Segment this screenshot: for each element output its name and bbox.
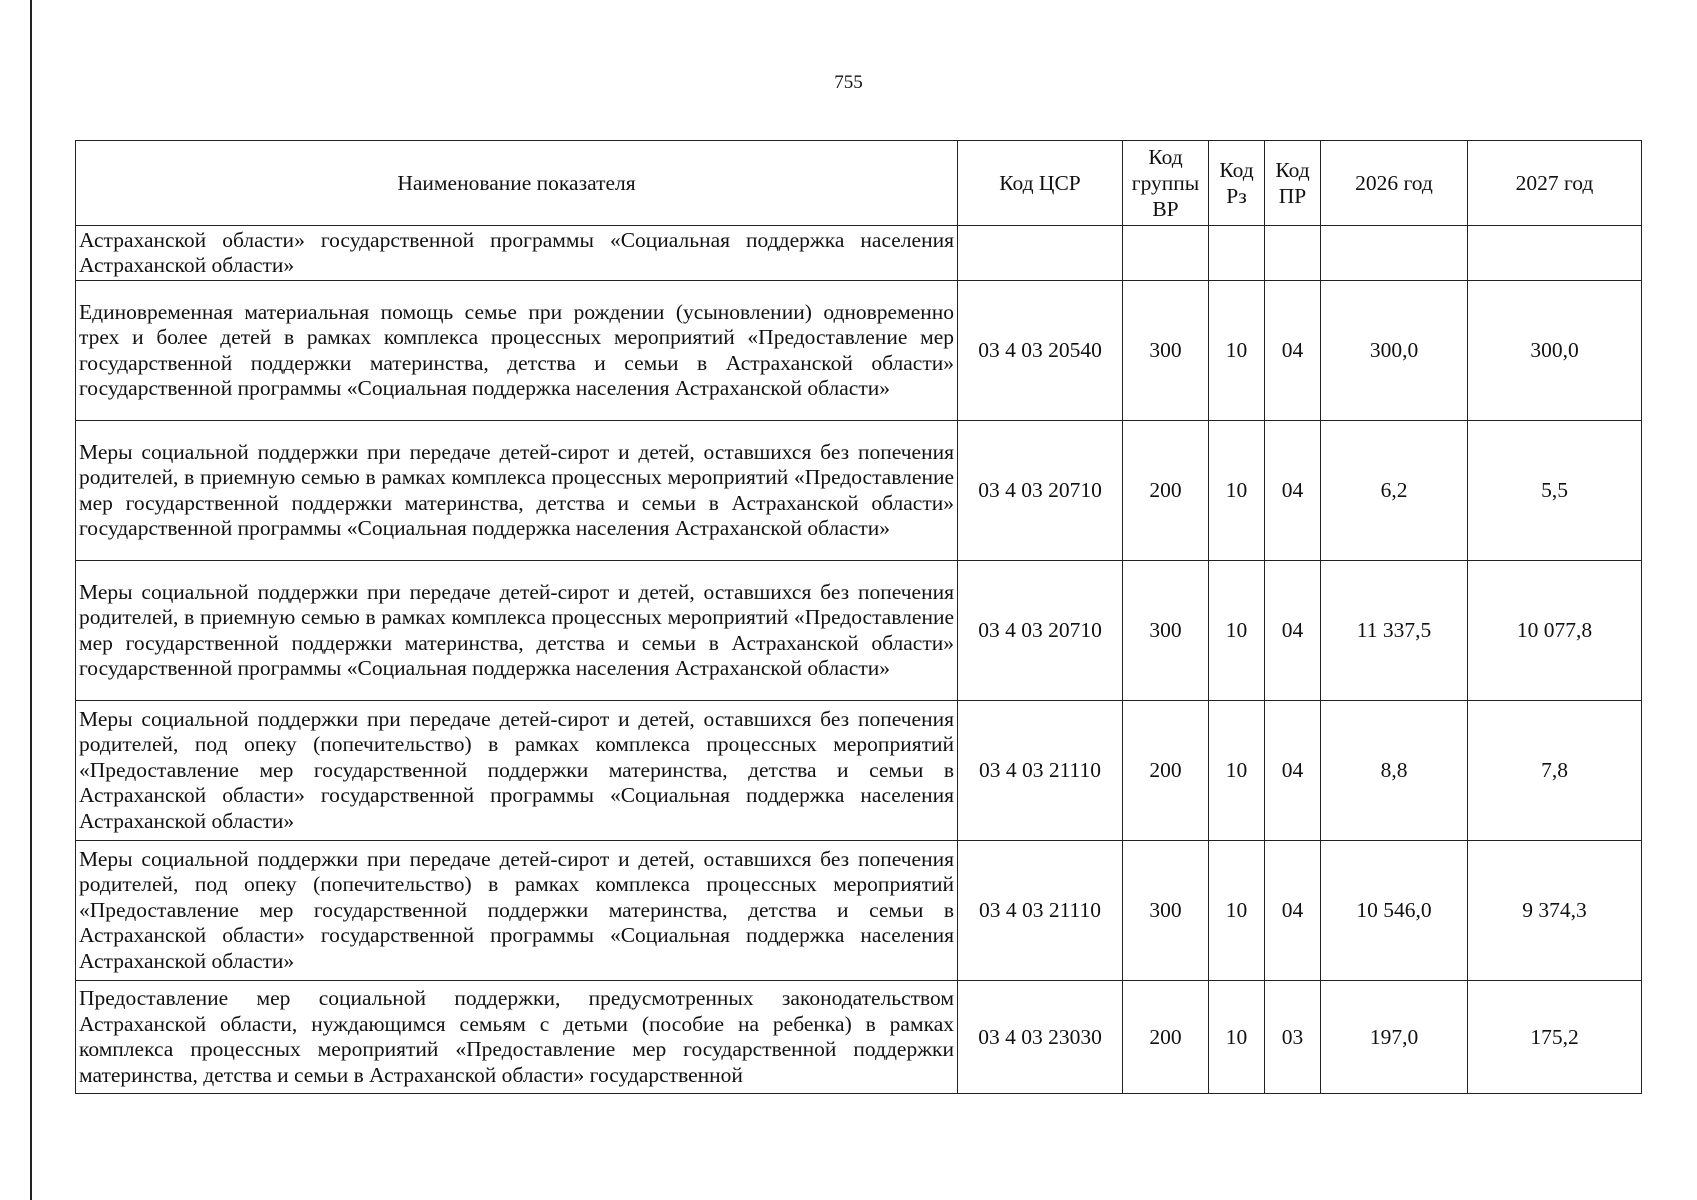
header-vr: Код группы ВР: [1123, 141, 1209, 226]
table-row: [76, 281, 1642, 421]
row-2026: 197,0: [1321, 981, 1468, 1094]
table-row: [76, 226, 1642, 281]
row-2026: 8,8: [1321, 701, 1468, 841]
row-csr: [958, 226, 1123, 281]
budget-table: [75, 140, 1642, 1094]
header-name: Наименование показателя: [76, 141, 958, 226]
row-name: Меры социальной поддержки при передаче детей-сирот и детей, оставшихся без попечения родителей, под опеку (попечительство) в рамках комплекса процессных мероприятий «Предоставление мер государственной поддержки материнства, детства и семьи в Астраханской области» государственной программы «Социальная поддержка населения Астраханской области»: [76, 841, 958, 981]
header-2027: 2027 год: [1468, 141, 1642, 226]
row-pr: 03: [1265, 981, 1321, 1094]
table-row: [76, 981, 1642, 1094]
row-2026: 6,2: [1321, 421, 1468, 561]
row-name: Астраханской области» государственной программы «Социальная поддержка населения Астраханской области»: [76, 226, 958, 281]
row-vr: 200: [1123, 981, 1209, 1094]
row-name: Меры социальной поддержки при передаче детей-сирот и детей, оставшихся без попечения родителей, в приемную семью в рамках комплекса процессных мероприятий «Предоставление мер государственной поддержки материнства, детства и семьи в Астраханской области» государственной программы «Социальная поддержка населения Астраханской области»: [76, 561, 958, 701]
row-name: Меры социальной поддержки при передаче детей-сирот и детей, оставшихся без попечения родителей, под опеку (попечительство) в рамках комплекса процессных мероприятий «Предоставление мер государственной поддержки материнства, детства и семьи в Астраханской области» государственной программы «Социальная поддержка населения Астраханской области»: [76, 701, 958, 841]
row-name: Единовременная материальная помощь семье при рождении (усыновлении) одновременно трех и более детей в рамках комплекса процессных мероприятий «Предоставление мер государственной поддержки материнства, детства и семьи в Астраханской области» государственной программы «Социальная поддержка населения Астраханской области»: [76, 281, 958, 421]
row-pr: 04: [1265, 421, 1321, 561]
row-csr: 03 4 03 23030: [958, 981, 1123, 1094]
row-csr: 03 4 03 20710: [958, 561, 1123, 701]
row-name: Меры социальной поддержки при передаче детей-сирот и детей, оставшихся без попечения родителей, в приемную семью в рамках комплекса процессных мероприятий «Предоставление мер государственной поддержки материнства, детства и семьи в Астраханской области» государственной программы «Социальная поддержка населения Астраханской области»: [76, 421, 958, 561]
page-binding-line: [30, 0, 32, 1200]
row-rz: 10: [1209, 281, 1265, 421]
row-pr: 04: [1265, 561, 1321, 701]
table-row: [76, 561, 1642, 701]
row-csr: 03 4 03 20540: [958, 281, 1123, 421]
row-rz: 10: [1209, 561, 1265, 701]
row-vr: 300: [1123, 561, 1209, 701]
row-2026: 11 337,5: [1321, 561, 1468, 701]
row-vr: 200: [1123, 421, 1209, 561]
table-header-row: [76, 141, 1642, 226]
header-2026: 2026 год: [1321, 141, 1468, 226]
row-vr: 300: [1123, 841, 1209, 981]
row-2027: 7,8: [1468, 701, 1642, 841]
row-csr: 03 4 03 21110: [958, 841, 1123, 981]
row-2026: 300,0: [1321, 281, 1468, 421]
row-2027: 9 374,3: [1468, 841, 1642, 981]
header-pr: Код ПР: [1265, 141, 1321, 226]
row-2027: [1468, 226, 1642, 281]
row-2027: 10 077,8: [1468, 561, 1642, 701]
table-row: [76, 421, 1642, 561]
row-rz: 10: [1209, 981, 1265, 1094]
row-vr: 300: [1123, 281, 1209, 421]
row-name: Предоставление мер социальной поддержки, предусмотренных законодательством Астраханской области, нуждающимся семьям с детьми (пособие на ребенка) в рамках комплекса процессных мероприятий «Предоставление мер государственной поддержки материнства, детства и семьи в Астраханской области» государственной: [76, 981, 958, 1094]
row-2026: 10 546,0: [1321, 841, 1468, 981]
page-number: 755: [834, 72, 863, 93]
table-row: [76, 841, 1642, 981]
row-pr: 04: [1265, 841, 1321, 981]
row-pr: 04: [1265, 701, 1321, 841]
row-2027: 175,2: [1468, 981, 1642, 1094]
row-2026: [1321, 226, 1468, 281]
row-2027: 5,5: [1468, 421, 1642, 561]
row-rz: [1209, 226, 1265, 281]
row-vr: 200: [1123, 701, 1209, 841]
row-csr: 03 4 03 21110: [958, 701, 1123, 841]
header-rz: Код Рз: [1209, 141, 1265, 226]
row-rz: 10: [1209, 701, 1265, 841]
table-row: [76, 701, 1642, 841]
row-csr: 03 4 03 20710: [958, 421, 1123, 561]
row-rz: 10: [1209, 841, 1265, 981]
header-csr: Код ЦСР: [958, 141, 1123, 226]
row-rz: 10: [1209, 421, 1265, 561]
row-pr: 04: [1265, 281, 1321, 421]
row-2027: 300,0: [1468, 281, 1642, 421]
row-vr: [1123, 226, 1209, 281]
row-pr: [1265, 226, 1321, 281]
